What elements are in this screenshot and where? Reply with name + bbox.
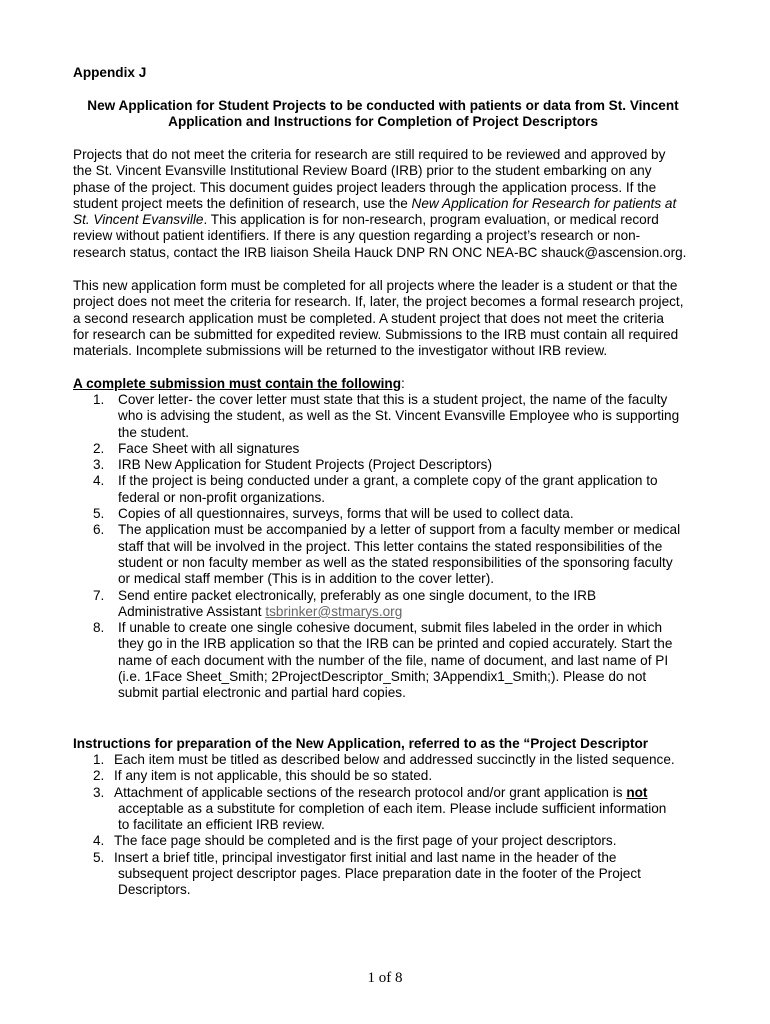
list-item	[73, 785, 713, 834]
intro-line: phase of the project. This document guides project leaders through the application process. If the	[73, 179, 657, 195]
submission-heading	[73, 376, 405, 392]
list-line	[114, 785, 713, 801]
list-item	[73, 620, 713, 701]
list-line: The application must be accompanied by a letter of support from a faculty member or medical	[118, 522, 681, 538]
list-number: 4.	[93, 473, 105, 489]
instructions-heading: Instructions for preparation of the New Application, referred to as the “Project Descriptor	[73, 736, 649, 751]
list-line: If unable to create one single cohesive document, submit files labeled in the order in which	[118, 620, 663, 636]
list-line: Copies of all questionnaires, surveys, forms that will be used to collect data.	[118, 506, 574, 522]
page-number: 1 of 8	[367, 970, 403, 986]
paragraph-line: for research can be submitted for expedited review. Submissions to the IRB must contain all required	[73, 326, 679, 342]
paragraph-line: a second research application must be completed. A student project that does not meet the criteria	[73, 310, 664, 326]
list-item	[73, 522, 713, 587]
list-line: who is advising the student, as well as the St. Vincent Evansville Employee who is supporting	[118, 408, 680, 424]
list-number: 3.	[93, 457, 105, 473]
intro-line: Projects that do not meet the criteria for research are still required to be reviewed and approved by	[73, 147, 666, 162]
list-item	[73, 768, 713, 784]
intro-line	[73, 212, 703, 228]
intro-line: review without patient identifiers. If there is any question regarding a project’s research or non-	[73, 228, 641, 244]
list-line: Send entire packet electronically, preferably as one single document, to the IRB	[118, 587, 597, 603]
list-line: The face page should be completed and is the first page of your project descriptors.	[114, 833, 617, 849]
submission-heading-text: A complete submission must contain the following	[73, 376, 402, 391]
intro-line: the St. Vincent Evansville Institutional Review Board (IRB) prior to the student embarking on any	[73, 163, 652, 179]
list-item	[73, 392, 713, 441]
list-number: 2.	[93, 768, 105, 784]
list-number: 5.	[93, 849, 105, 865]
list-line: student or non faculty member as well as the stated responsibilities of the sponsoring faculty	[118, 554, 673, 570]
list-line: federal or non-profit organizations.	[118, 489, 326, 505]
intro-line	[73, 196, 703, 212]
heading-colon: :	[401, 376, 405, 391]
list-line: subsequent project descriptor pages. Place preparation date in the footer of the Project	[118, 866, 641, 882]
list-line: Each item must be titled as described below and addressed succinctly in the listed sequence.	[114, 752, 675, 767]
list-text: Attachment of applicable sections of the research protocol and/or grant application is	[114, 784, 627, 800]
list-line: acceptable as a substitute for completion of each item. Please include sufficient information	[118, 800, 667, 816]
list-line: (i.e. 1Face Sheet_Smith; 2ProjectDescriptor_Smith; 3Appendix1_Smith;). Please do not	[118, 669, 647, 685]
list-number: 6.	[93, 522, 105, 538]
list-line: the student.	[118, 424, 190, 440]
appendix-label: Appendix J	[73, 65, 147, 80]
list-line: Face Sheet with all signatures	[118, 440, 300, 456]
list-text: Administrative Assistant	[118, 603, 266, 619]
list-line: or medical staff member (This is in addition to the cover letter).	[118, 571, 494, 587]
list-item	[73, 833, 713, 849]
list-line: Insert a brief title, principal investigator first initial and last name in the header of the	[114, 849, 617, 865]
intro-text: student project meets the definition of research, use the	[73, 195, 412, 211]
list-item	[73, 473, 713, 506]
list-number: 8.	[93, 620, 105, 636]
list-item	[73, 441, 713, 457]
intro-paragraph	[73, 147, 703, 261]
list-item	[73, 850, 713, 899]
list-line: Descriptors.	[118, 882, 191, 898]
irb-assistant-email-link[interactable]: tsbrinker@stmarys.org	[265, 603, 403, 619]
list-line: If any item is not applicable, this should be so stated.	[114, 768, 433, 784]
intro-text: . This application is for non-research, program evaluation, or medical record	[203, 212, 659, 228]
application-name-italic: New Application for Research for patients at	[411, 195, 677, 211]
title-line-2: Application and Instructions for Completion of Project Descriptors	[168, 114, 598, 130]
list-line: submit partial electronic and partial hard copies.	[118, 685, 406, 701]
list-line: staff that will be involved in the project. This letter contains the stated responsibilities of the	[118, 538, 663, 554]
emphasis-not: not	[626, 784, 648, 800]
list-line: If the project is being conducted under a grant, a complete copy of the grant application to	[118, 473, 658, 489]
list-number: 2.	[93, 440, 105, 456]
paragraph-line: project does not meet the criteria for research. If, later, the project becomes a formal research project,	[73, 294, 684, 310]
document-title	[60, 98, 706, 131]
list-item	[73, 588, 713, 621]
list-line: IRB New Application for Student Projects (Project Descriptors)	[118, 457, 492, 473]
list-number: 5.	[93, 506, 105, 522]
list-number: 1.	[93, 752, 105, 767]
intro-line: research status, contact the IRB liaison Sheila Hauck DNP RN ONC NEA-BC shauck@ascension.org.	[73, 244, 687, 260]
list-number: 1.	[93, 392, 105, 407]
application-name-italic: St. Vincent Evansville	[73, 212, 204, 228]
list-item	[73, 506, 713, 522]
list-line: name of each document with the number of the file, name of document, and last name of PI	[118, 652, 669, 668]
instructions-list	[73, 752, 713, 899]
submission-list	[73, 392, 713, 702]
paragraph-line: materials. Incomplete submissions will be returned to the investigator without IRB review.	[73, 343, 608, 359]
paragraph-line: This new application form must be completed for all projects where the leader is a student or that the	[73, 278, 678, 293]
list-line: to facilitate an efficient IRB review.	[118, 817, 325, 833]
list-line	[118, 604, 713, 620]
list-item	[73, 752, 713, 768]
requirements-paragraph	[73, 278, 703, 359]
list-line: they go in the IRB application so that the IRB can be printed and copied accurately. Start the	[118, 636, 673, 652]
list-item	[73, 457, 713, 473]
list-number: 3.	[93, 784, 105, 800]
list-number: 4.	[93, 833, 105, 849]
list-line: Cover letter- the cover letter must state that this is a student project, the name of the faculty	[118, 392, 668, 407]
title-line-1: New Application for Student Projects to be conducted with patients or data from St. Vincent	[87, 98, 679, 113]
list-number: 7.	[93, 587, 105, 603]
